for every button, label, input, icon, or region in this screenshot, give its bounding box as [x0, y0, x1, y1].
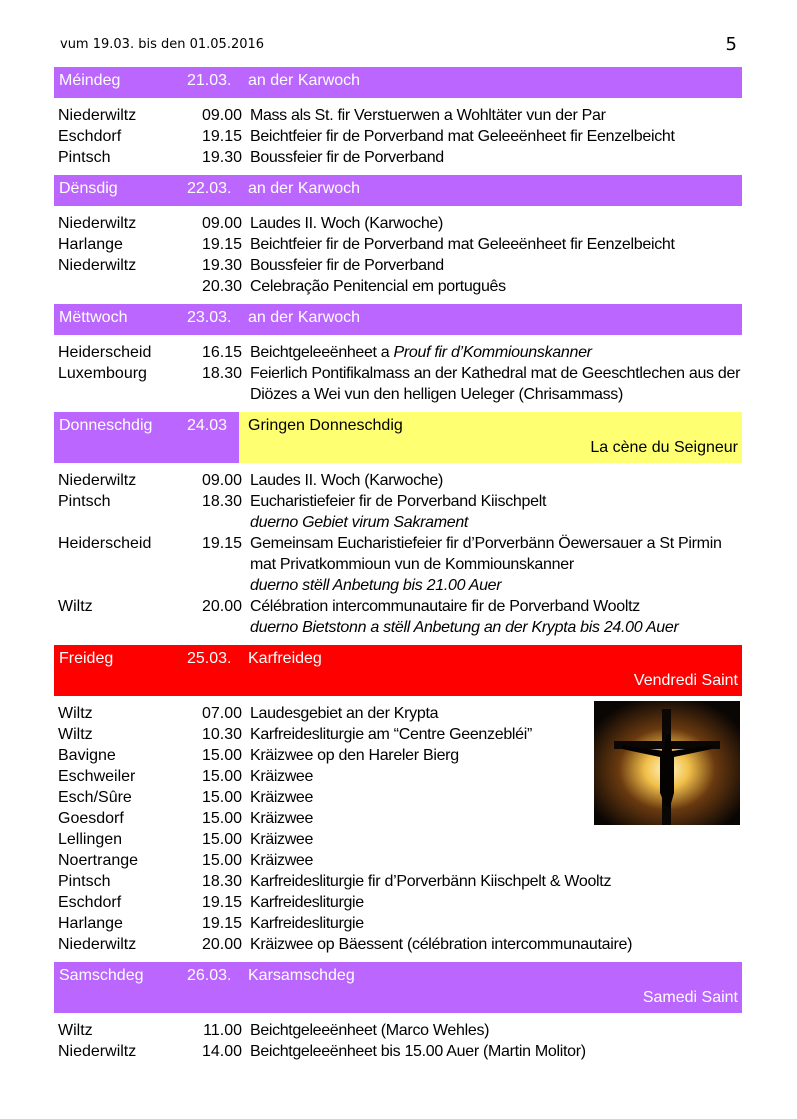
event-time: 19.15 [201, 915, 242, 932]
event-place: Harlange [58, 915, 123, 932]
description-line [250, 255, 742, 276]
event-time: 14.00 [201, 1043, 242, 1060]
event-description [248, 596, 742, 638]
event-description [248, 213, 742, 234]
day-header [54, 962, 742, 1013]
description-line [250, 147, 742, 168]
event-detail: fir de Porverband [322, 257, 444, 274]
event-title: Célébration intercommunautaire [250, 598, 468, 615]
event-row [54, 892, 742, 913]
description-line [250, 491, 742, 512]
event-place: Wiltz [58, 705, 93, 722]
event-place: Wiltz [58, 726, 93, 743]
event-row [54, 913, 742, 934]
event-place: Pintsch [58, 873, 111, 890]
event-description [248, 470, 742, 491]
event-title: Laudes II. Woch [250, 215, 361, 232]
event-title: Boussfeier [250, 257, 323, 274]
day-name: Donneschdig [59, 417, 153, 434]
event-title: Gemeinsam Eucharistiefeier [250, 535, 442, 552]
description-line [250, 342, 742, 363]
event-description [248, 892, 742, 913]
day-name: Mëttwoch [59, 309, 128, 326]
event-time: 15.00 [201, 810, 242, 827]
day-occasion: Gringen Donneschdig [248, 417, 403, 434]
day-header [54, 412, 742, 463]
event-time: 07.00 [201, 705, 242, 722]
description-line [250, 276, 742, 297]
event-description [248, 829, 742, 850]
event-time: 16.15 [201, 344, 242, 361]
event-note: duerno stëll Anbetung bis 21.00 Auer [250, 577, 502, 594]
day-events [54, 98, 742, 168]
description-line [250, 363, 742, 384]
day-name: Freideg [59, 650, 114, 667]
event-time: 18.30 [201, 365, 242, 382]
event-place: Eschdorf [58, 128, 122, 145]
event-place [54, 276, 188, 297]
page-number: 5 [725, 34, 737, 55]
event-detail: fir de Porverband mat Geleeënheet fir Eenzelbeicht [321, 128, 675, 145]
crucifix-image [594, 701, 740, 825]
event-title: Beichtfeier [250, 236, 322, 253]
event-description [248, 276, 742, 297]
event-detail: Celebração Penitencial [250, 278, 413, 295]
day-date: 25.03. [187, 650, 232, 667]
event-detail: (Marco Wehles) [376, 1022, 490, 1039]
event-row [54, 871, 742, 892]
event-row [54, 934, 742, 955]
schedule [54, 67, 742, 1069]
event-title: Boussfeier [250, 149, 323, 166]
event-detail: mat Privatkommioun vun de Kommiounskanner [250, 556, 574, 573]
event-time: 10.30 [201, 726, 242, 743]
description-line [250, 934, 742, 955]
event-detail: Diözes a Wei vun den helligen Ueleger (Chrisammass) [250, 386, 624, 403]
event-place: Wiltz [58, 598, 93, 615]
day-subtitle: La cène du Seigneur [590, 439, 738, 456]
event-place: Heiderscheid [58, 535, 152, 552]
event-place: Lellingen [58, 831, 123, 848]
day-date: 21.03. [187, 72, 232, 89]
event-detail: a [376, 344, 394, 361]
date-range: vum 19.03. bis den 01.05.2016 [60, 37, 265, 52]
event-detail: als St. fir Verstuerwen a Wohltäter vun der Par [286, 107, 606, 124]
event-detail: fir de Porverband mat Geleeënheet fir Eenzelbeicht [321, 236, 675, 253]
event-row [54, 147, 742, 168]
description-line [250, 1041, 742, 1062]
event-title: Karfreidesliturgie [250, 873, 364, 890]
event-place: Noertrange [58, 852, 139, 869]
event-row [54, 470, 742, 491]
description-line [250, 213, 742, 234]
day-title-cell [239, 650, 742, 690]
event-time: 19.30 [201, 149, 242, 166]
event-title: Kräizwee [250, 810, 314, 827]
day-occasion: Karfreideg [248, 650, 322, 667]
event-row [54, 105, 742, 126]
event-title: Beichtfeier [250, 128, 322, 145]
description-line [250, 617, 742, 638]
event-time: 19.15 [201, 236, 242, 253]
day-title-cell [239, 180, 742, 200]
event-description [248, 1041, 742, 1062]
event-time: 15.00 [201, 831, 242, 848]
day-name: Dënsdig [59, 180, 118, 197]
event-place: Pintsch [58, 493, 111, 510]
page-header [60, 34, 737, 56]
event-row [54, 363, 742, 405]
event-row [54, 491, 742, 533]
event-time: 19.15 [201, 894, 242, 911]
day-header [54, 175, 742, 206]
event-title: Kräizwee [250, 852, 314, 869]
day-header [54, 645, 742, 696]
event-place: Niederwiltz [58, 1043, 137, 1060]
event-description [248, 871, 742, 892]
event-description [248, 363, 742, 405]
event-time: 15.00 [201, 789, 242, 806]
description-line [250, 384, 742, 405]
description-line [250, 575, 742, 596]
event-title: Kräizwee [250, 789, 314, 806]
event-place: Eschweiler [58, 768, 136, 785]
event-place: Niederwiltz [58, 472, 137, 489]
event-place: Bavigne [58, 747, 116, 764]
event-time: 09.00 [201, 107, 242, 124]
event-time: 19.15 [201, 128, 242, 145]
event-description [248, 255, 742, 276]
day-section [54, 67, 742, 168]
event-description [248, 491, 742, 533]
day-title-cell [239, 72, 742, 92]
day-date: 23.03. [187, 309, 232, 326]
event-detail: am “Centre Geenzebléi” [363, 726, 533, 743]
day-date: 22.03. [187, 180, 232, 197]
day-date: 24.03 [187, 417, 228, 434]
event-title: Mass [250, 107, 287, 124]
day-events [54, 1013, 742, 1062]
event-detail: (Karwoche) [360, 215, 444, 232]
day-events [54, 696, 742, 955]
event-description [248, 533, 742, 596]
event-time: 09.00 [201, 472, 242, 489]
event-description [248, 234, 742, 255]
event-description [248, 126, 742, 147]
description-line [250, 554, 742, 575]
event-note: duerno Bietstonn a stëll Anbetung an der Krypta bis 24.00 Auer [250, 619, 679, 636]
description-line [250, 871, 742, 892]
event-title: Kräizwee [250, 768, 314, 785]
event-row [54, 596, 742, 638]
day-section [54, 304, 742, 405]
day-occasion: an der Karwoch [248, 180, 361, 197]
day-name: Méindeg [59, 72, 121, 89]
event-title: em português [412, 278, 506, 295]
description-line [250, 126, 742, 147]
event-detail: fir de Porverband Kiischpelt [354, 493, 547, 510]
event-time: 09.00 [201, 215, 242, 232]
day-occasion: Karsamschdeg [248, 967, 355, 984]
event-detail: bis 15.00 Auer (Martin Molitor) [376, 1043, 586, 1060]
event-place: Pintsch [58, 149, 111, 166]
event-title: Karfreidesliturgie [250, 915, 364, 932]
event-detail: op den Hareler Bierg [313, 747, 459, 764]
event-row [54, 850, 742, 871]
day-events [54, 463, 742, 638]
description-line [250, 470, 742, 491]
event-time: 18.30 [201, 873, 242, 890]
description-line [250, 892, 742, 913]
event-title: Feierlich Pontifikalmass an der Kathedral [250, 365, 527, 382]
event-time: 19.15 [201, 535, 242, 552]
event-detail: fir de Porverband [322, 149, 444, 166]
description-line [250, 829, 742, 850]
event-row [54, 533, 742, 596]
event-title: Laudesgebiet [250, 705, 342, 722]
event-title: Beichtgeleeënheet [250, 1022, 377, 1039]
event-time: 15.00 [201, 747, 242, 764]
description-line [250, 1020, 742, 1041]
event-place: Niederwiltz [58, 215, 137, 232]
event-detail: op Bäessent (célébration intercommunautaire) [313, 936, 633, 953]
day-events [54, 206, 742, 297]
event-description [248, 1020, 742, 1041]
day-header [54, 67, 742, 98]
event-detail: fir d’Porverbänn Kiischpelt & Wooltz [363, 873, 612, 890]
event-detail: an der Krypta [341, 705, 439, 722]
event-title: Kräizwee [250, 936, 314, 953]
event-place: Luxembourg [58, 365, 147, 382]
description-line [250, 913, 742, 934]
day-occasion: an der Karwoch [248, 72, 361, 89]
day-title-cell [239, 412, 742, 463]
event-note: duerno Gebiet virum Sakrament [250, 514, 469, 531]
event-place: Niederwiltz [58, 257, 137, 274]
event-time: 20.30 [201, 278, 242, 295]
event-row [54, 234, 742, 255]
description-line [250, 105, 742, 126]
event-title: Kräizwee [250, 831, 314, 848]
event-title: Kräizwee [250, 747, 314, 764]
event-row [54, 126, 742, 147]
event-row [54, 276, 742, 297]
event-title: Eucharistiefeier [250, 493, 355, 510]
event-description [248, 934, 742, 955]
event-title: Karfreidesliturgie [250, 726, 364, 743]
event-place: Esch/Sûre [58, 789, 132, 806]
event-time: 18.30 [201, 493, 242, 510]
day-occasion: an der Karwoch [248, 309, 361, 326]
event-title: Beichtgeleeënheet [250, 344, 377, 361]
event-description [248, 850, 742, 871]
day-section [54, 175, 742, 297]
event-place: Heiderscheid [58, 344, 152, 361]
event-place: Niederwiltz [58, 936, 137, 953]
day-section [54, 645, 742, 955]
event-title: Karfreidesliturgie [250, 894, 364, 911]
event-row [54, 213, 742, 234]
day-subtitle: Samedi Saint [642, 989, 738, 1006]
day-header [54, 304, 742, 335]
description-line [250, 596, 742, 617]
day-section [54, 962, 742, 1062]
event-title: Laudes II. Woch [250, 472, 361, 489]
event-detail: fir d’Porverbänn Öewersauer a St Pirmin [441, 535, 722, 552]
crucifix-icon [594, 701, 740, 825]
event-description [248, 342, 742, 363]
description-line [250, 533, 742, 554]
day-subtitle: Vendredi Saint [633, 672, 738, 689]
day-name: Samschdeg [59, 967, 144, 984]
event-row [54, 342, 742, 363]
description-line [250, 850, 742, 871]
day-events [54, 335, 742, 405]
event-note: Prouf fir d’Kommiounskanner [393, 344, 592, 361]
event-row [54, 255, 742, 276]
event-detail: (Karwoche) [360, 472, 444, 489]
description-line [250, 512, 742, 533]
event-time: 20.00 [201, 936, 242, 953]
event-time: 15.00 [201, 852, 242, 869]
event-time: 19.30 [201, 257, 242, 274]
day-date: 26.03. [187, 967, 232, 984]
event-time: 15.00 [201, 768, 242, 785]
event-row [54, 829, 742, 850]
event-place: Niederwiltz [58, 107, 137, 124]
event-place: Eschdorf [58, 894, 122, 911]
event-title: Beichtgeleeënheet [250, 1043, 377, 1060]
event-description [248, 913, 742, 934]
event-place: Harlange [58, 236, 123, 253]
day-title-cell [239, 309, 742, 329]
event-place: Wiltz [58, 1022, 93, 1039]
event-detail: fir de Porverband Wooltz [467, 598, 640, 615]
event-description [248, 147, 742, 168]
event-row [54, 1041, 742, 1062]
day-title-cell [239, 967, 742, 1007]
description-line [250, 234, 742, 255]
event-description [248, 105, 742, 126]
event-time: 20.00 [201, 598, 242, 615]
event-time: 11.00 [203, 1022, 242, 1039]
event-detail: mat de Geeschtlechen aus der [526, 365, 741, 382]
event-place: Goesdorf [58, 810, 124, 827]
event-row [54, 1020, 742, 1041]
day-section [54, 412, 742, 638]
